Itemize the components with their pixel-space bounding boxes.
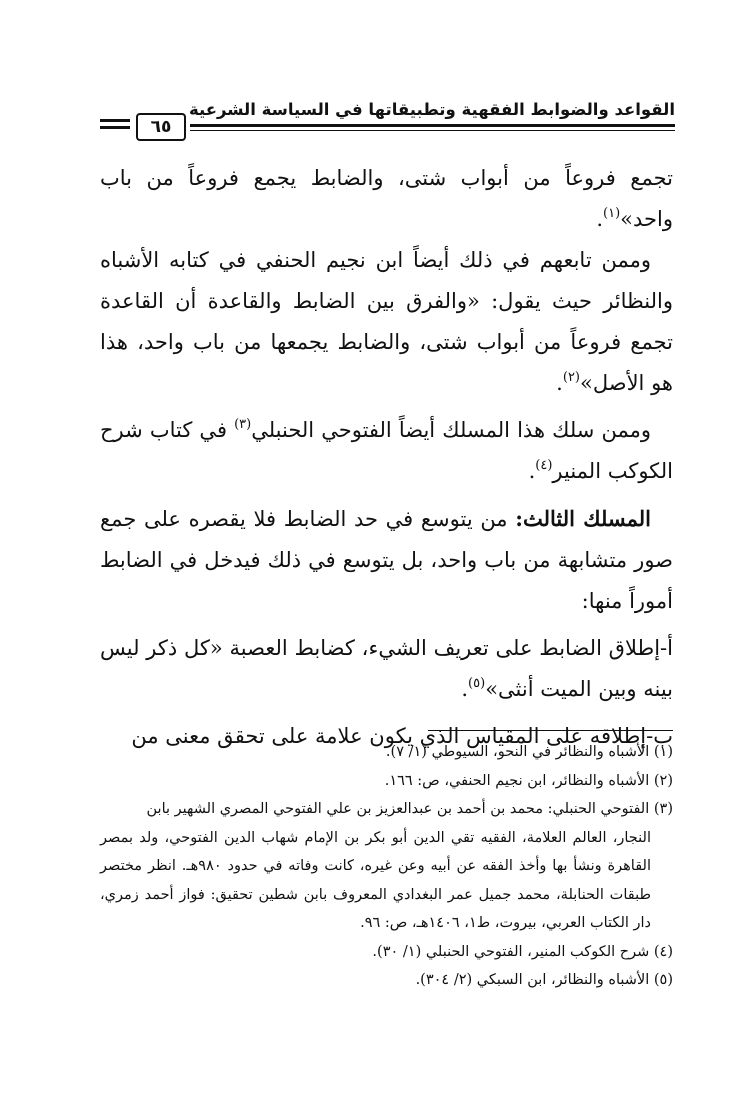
footnote-1: (١) الأشباه والنظائر في النحو، السيوطي (١/ ٧). xyxy=(385,744,673,760)
footnote-ref-1: (١) xyxy=(603,206,621,221)
paragraph-2: وممن تابعهم في ذلك أيضاً ابن نجيم الحنفي في كتابه الأشباه والنظائر حيث يقول: «والفرق بين الضابط والقاعدة أن القاعدة تجمع فروعاً من أبواب شتى، والضابط يجمعها من باب واحد، هذا هو الأصل»$^{(٢)}$. xyxy=(100,248,673,395)
footnotes xyxy=(100,738,673,995)
footnote-4: (٤) شرح الكوكب المنير، الفتوحي الحنبلي (١/ ٣٠). xyxy=(372,943,673,960)
footnote-3-continuation: النجار، العالم العلامة، الفقيه تقي الدين أبو بكر بن الإمام شهاب الدين الفتوحي، ولد بمصر القاهرة ونشأ بها وأخذ الفقه عن أبيه وعن غيره، كانت وفاته في حدود ٩٨٠هـ. انظر مختصر طبقات الحنابلة، محمد جميل عمر البغدادي المعروف بابن شطين تحقيق: فواز أحمد زمري، دار الكتاب العربي، بيروت، ط١، ١٤٠٦هـ، ص: ٩٦. xyxy=(100,829,651,931)
footnote-2: (٢) الأشباه والنظائر، ابن نجيم الحنفي، ص: ١٦٦. xyxy=(384,772,673,789)
footnote-ref-2: (٢) xyxy=(562,370,580,385)
paragraph-6: ب-إطلاقه على المقياس الذي يكون علامة على تحقق معنى من xyxy=(131,724,673,748)
section-heading: المسلك الثالث: xyxy=(515,506,652,531)
page-header xyxy=(100,96,675,136)
footnote-5: (٥) الأشباه والنظائر، ابن السبكي (٢/ ٣٠٤). xyxy=(415,972,673,988)
footnote-3-first-line: (٣) الفتوحي الحنبلي: محمد بن أحمد بن عبدالعزيز بن علي الفتوحي المصري الشهير بابن xyxy=(146,801,673,817)
footnote-separator xyxy=(428,730,673,731)
paragraph-4: المسلك الثالث: من يتوسع في حد الضابط فلا يقصره على جمع صور متشابهة من باب واحد، بل يتوسع في ذلك فيدخل في الضابط أموراً منها: xyxy=(100,506,673,613)
paragraph-1: تجمع فروعاً من أبواب شتى، والضابط يجمع فروعاً من باب واحد»$^{(١)}$. xyxy=(100,166,673,231)
paragraph-3: وممن سلك هذا المسلك أيضاً الفتوحي الحنبلي$^{(٣)}$ في كتاب شرح الكوكب المنير$^{(٤)}$. xyxy=(100,417,673,483)
footnote-ref-3: (٣) xyxy=(234,417,252,432)
paragraph-5: أ-إطلاق الضابط على تعريف الشيء، كضابط العصبة «كل ذكر ليس بينه وبين الميت أنثى»$^{(٥)}$. xyxy=(100,636,673,701)
page-number: ٦٥ xyxy=(136,113,186,141)
header-rule-thin xyxy=(190,130,675,131)
running-title: القواعد والضوابط الفقهية وتطبيقاتها في السياسة الشرعية xyxy=(188,100,675,119)
header-rule-thick xyxy=(190,124,675,127)
main-text xyxy=(100,158,673,757)
header-ornament-bars xyxy=(100,119,130,133)
footnote-ref-4: (٤) xyxy=(535,458,553,473)
footnote-ref-5: (٥) xyxy=(468,676,486,691)
